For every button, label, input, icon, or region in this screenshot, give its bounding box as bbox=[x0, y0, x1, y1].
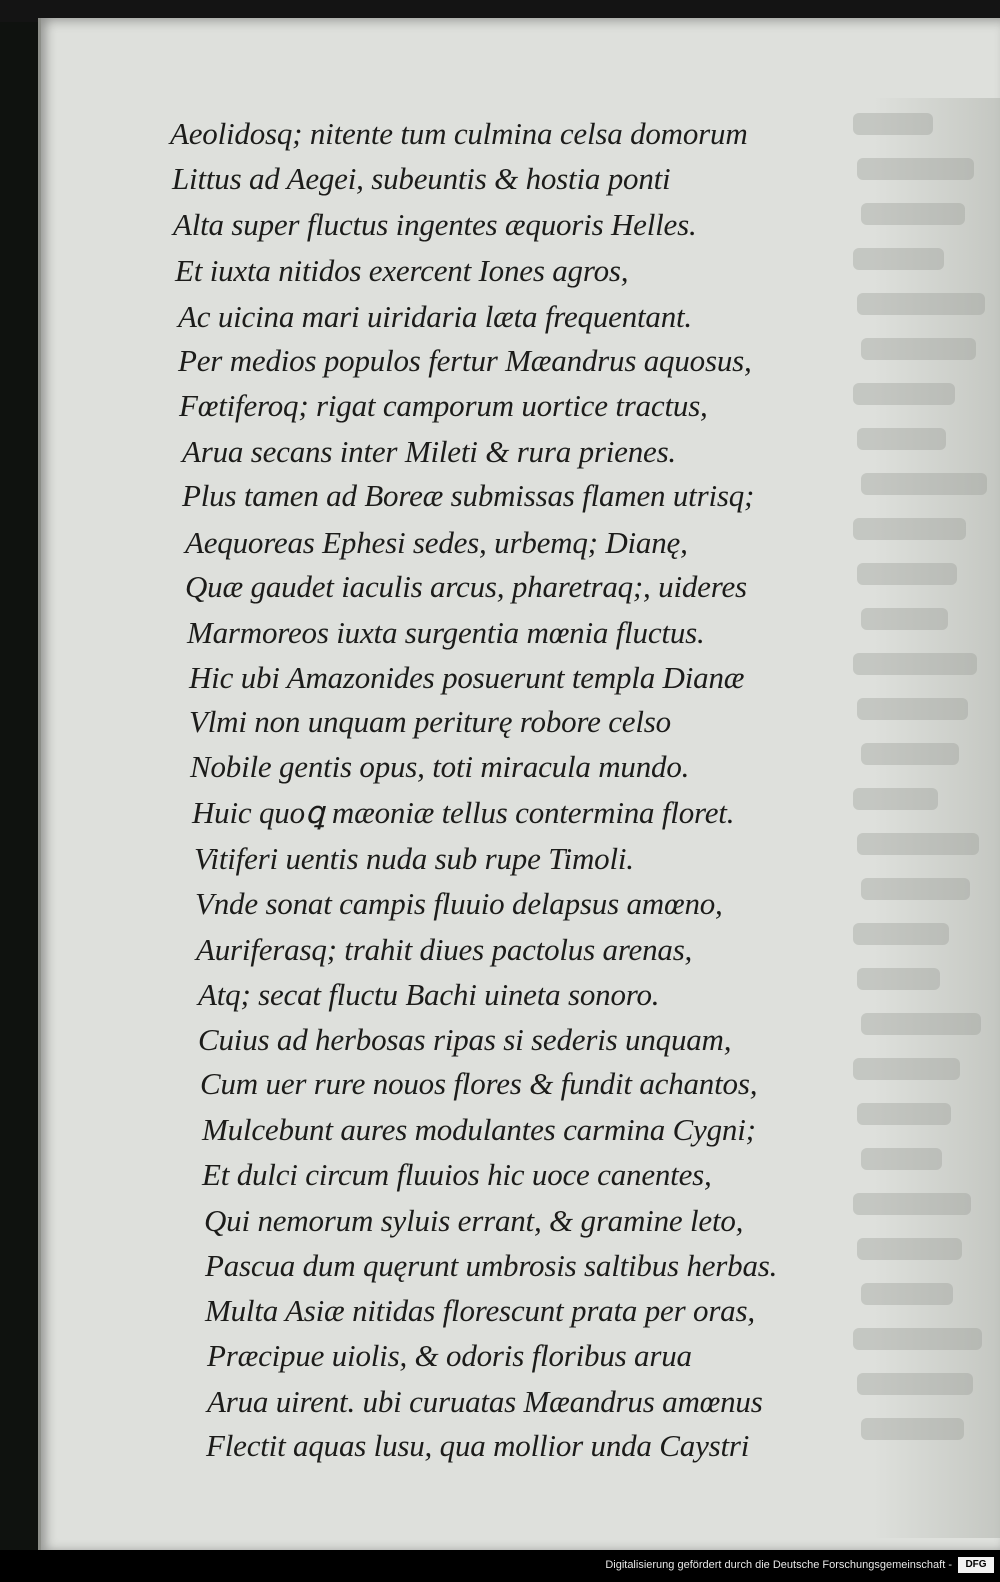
dfg-logo: DFG bbox=[958, 1557, 994, 1573]
verse-line: Præcipue uiolis, & odoris floribus arua bbox=[207, 1338, 692, 1373]
verse-line: Per medios populos fertur Mæandrus aquosus, bbox=[178, 343, 752, 378]
verse-line: Auriferasq; trahit diues pactolus arenas, bbox=[196, 932, 693, 967]
verse-line: Alta super fluctus ingentes æquoris Helles. bbox=[173, 207, 697, 242]
verse-line: Plus tamen ad Boreæ submissas flamen utrisq; bbox=[182, 478, 755, 513]
verse-line: Cuius ad herbosas ripas si sederis unquam, bbox=[198, 1022, 732, 1057]
verse-line: Vlmi non unquam periturę robore celso bbox=[189, 704, 671, 739]
verse-line: Arua secans inter Mileti & rura prienes. bbox=[182, 434, 676, 469]
verse-line: Et iuxta nitidos exercent Iones agros, bbox=[175, 253, 629, 288]
verse-line: Qui nemorum syluis errant, & gramine leto, bbox=[204, 1203, 744, 1238]
verse-line: Vitiferi uentis nuda sub rupe Timoli. bbox=[194, 841, 634, 876]
verse-line: Quæ gaudet iaculis arcus, pharetraq;, uideres bbox=[185, 569, 747, 604]
verse-line: Multa Asiæ nitidas florescunt prata per oras, bbox=[205, 1293, 755, 1328]
verse-line: Hic ubi Amazonides posuerunt templa Dianæ bbox=[189, 660, 745, 695]
verse-line: Aeolidosq; nitente tum culmina celsa domorum bbox=[170, 116, 748, 151]
verse-line: Mulcebunt aures modulantes carmina Cygni; bbox=[202, 1112, 756, 1147]
verse-line: Vnde sonat campis fluuio delapsus amœno, bbox=[195, 886, 723, 921]
verse-line: Ac uicina mari uiridaria læta frequentant. bbox=[178, 299, 692, 334]
verse-line: Atq; secat fluctu Bachi uineta sonoro. bbox=[198, 977, 660, 1012]
verse-line: Pascua dum quęrunt umbrosis saltibus herbas. bbox=[205, 1248, 778, 1283]
verse-line: Fœtiferoq; rigat camporum uortice tractus, bbox=[179, 388, 708, 423]
verse-line: Cum uer rure nouos flores & fundit achantos, bbox=[200, 1066, 758, 1101]
verse-line: Arua uirent. ubi curuatas Mæandrus amœnus bbox=[207, 1384, 763, 1419]
verse-line: Flectit aquas lusu, qua mollior unda Caystri bbox=[206, 1428, 750, 1463]
verse-line: Littus ad Aegei, subeuntis & hostia ponti bbox=[172, 161, 671, 196]
verse-line: Huic quoꝗ mæoniæ tellus contermina floret. bbox=[192, 795, 735, 830]
verse-line: Et dulci circum fluuios hic uoce canentes, bbox=[202, 1157, 712, 1192]
verse-line: Aequoreas Ephesi sedes, urbemq; Dianę, bbox=[185, 525, 688, 560]
verse-line: Nobile gentis opus, toti miracula mundo. bbox=[190, 749, 690, 784]
verse-line: Marmoreos iuxta surgentia mœnia fluctus. bbox=[187, 615, 705, 650]
funding-credit: Digitalisierung gefördert durch die Deutsche Forschungsgemeinschaft - bbox=[605, 1559, 952, 1571]
